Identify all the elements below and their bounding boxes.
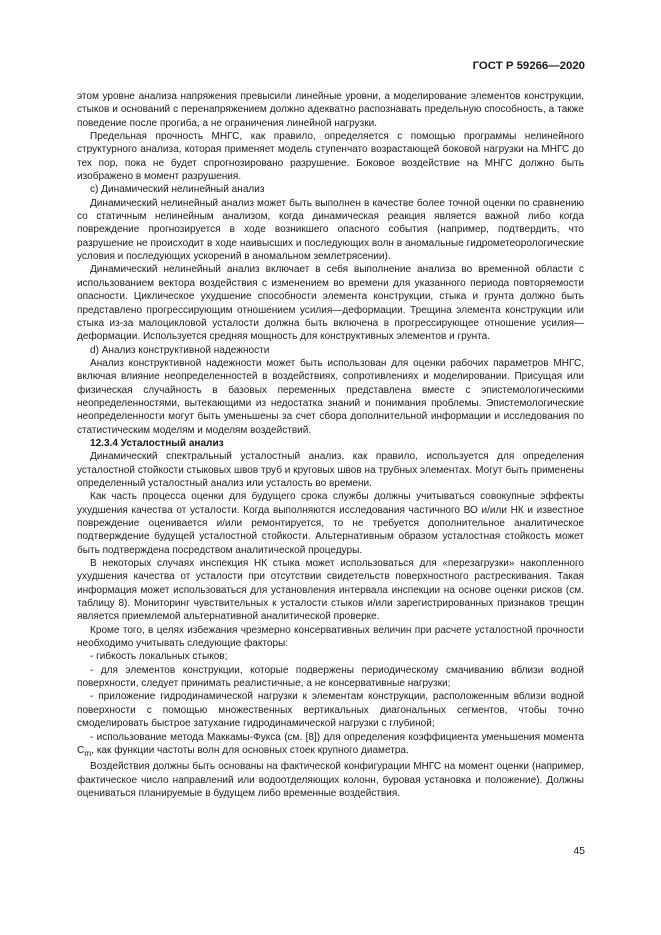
list-item bbox=[77, 731, 584, 761]
paragraph: Как часть процесса оценки для будущего срока службы должны учитываться совокупные эффекты ухудшения качества от усталости. Когда выполняются исследования частичного ВО и/или НК и известное повреждение оценивается и/или ремонтируется, то не требуется дополнительное аналитическое подтверждение будущей усталостной стойкости. Альтернативным образом усталостная стойкость может быть подтверждена посредством аналитической процедуры. bbox=[77, 491, 584, 556]
subscript: m bbox=[84, 747, 92, 758]
paragraph: В некоторых случаях инспекция НК стыка может использоваться для «перезагрузки» накопленного ухудшения качества от усталости при отсутствии свидетельств поверхностного растрескивания. Такая информация может использоваться для установления интервала инспекции на основе оценки рисков (см. таблицу 8). Мониторинг чувствительных к усталости стыков и/или зарегистрированных признаков трещин является приемлемой альтернативной аналитической проверке. bbox=[77, 558, 584, 623]
paragraph: Воздействия должны быть основаны на фактической конфигурации МНГС на момент оценки (например, фактическое число направлений или водоотделяющих колонн, буровая установка и положение). Должны оцениваться планируемые в будущем либо временные воздействия. bbox=[77, 761, 584, 799]
body-text bbox=[77, 90, 584, 800]
section-heading: 12.3.4 Усталостный анализ bbox=[90, 437, 224, 449]
list-item: - гибкость локальных стыков; bbox=[90, 651, 228, 663]
paragraph: Динамический спектральный усталостный анализ, как правило, используется для определения усталостной стойкости стыковых швов труб и круговых швов на трубных элементах. Могут быть применены определенный усталостный анализ или усталость во времени. bbox=[77, 451, 584, 489]
list-item-text: - использование метода Маккамы-Фукса (см. [8]) для определения коэффициента уменьшения момента C bbox=[77, 731, 584, 756]
paragraph: Предельная прочность МНГС, как правило, определяется с помощью программы нелинейного структурного анализа, которая применяет модель ступенчато возрастающей боковой нагрузки на МНГС до тех пор, пока не будет спрогнозировано разрушение. Боковое воздействие на МНГС должно быть изображено в момент разрушения. bbox=[77, 131, 584, 183]
list-item-heading: d) Анализ конструктивной надежности bbox=[90, 344, 270, 356]
paragraph: этом уровне анализа напряжения превысили линейные уровни, а моделирование элементов конструкции, стыков и оснований с перенапряжением должно адекватно распознавать предельную способность, а также поведение после прогиба, а не ограничения линейной нагрузки. bbox=[77, 91, 584, 129]
list-item-text-continued: , как функции частоты волн для основных стоек крупного диаметра. bbox=[91, 744, 409, 756]
paragraph: Кроме того, в целях избежания чрезмерно консервативных величин при расчете усталостной прочности необходимо учитывать следующие факторы: bbox=[77, 624, 584, 650]
list-item: - приложение гидродинамической нагрузки к элементам конструкции, расположенным вблизи водной поверхности с помощью множественных вертикальных диагональных сегментов, чтобы точно смоделировать быстрое затухание гидродинамической нагрузки с глубиной; bbox=[77, 691, 584, 730]
paragraph: Анализ конструктивной надежности может быть использован для оценки рабочих параметров МНГС, включая влияние неопределенностей в воздействиях, сопротивлениях и моделировании. Присущая или физическая случайность в базовых переменных представлена вместе с эпистемологическими неопределенностями, вытекающими из недостатка знаний и понимания проблемы. Эпистемологические неопределенности могут быть уменьшены за счет сбора дополнительной информации и исследования по статистическим моделям и моделям воздействий. bbox=[77, 357, 584, 436]
paragraph: Динамический нелинейный анализ включает в себя выполнение анализа во временной области с использованием вектора воздействия с изменением во времени для указанного периода повторяемости опасности. Циклическое ухудшение способности элемента конструкции, стыка и грунта должно быть представлено прогрессирующим отношением усилия—деформации. Трещина элемента конструкции или стыка из-за малоцикловой усталости должна быть включена в прогрессирующее отношение усилия—деформации. Используется средняя мощность для конструктивных элементов и грунта. bbox=[77, 264, 584, 343]
page-number: 45 bbox=[573, 845, 585, 857]
standard-code: ГОСТ Р 59266—2020 bbox=[472, 60, 585, 72]
list-item: - для элементов конструкции, которые подвержены периодическому смачиванию вблизи водной поверхности, следует принимать реалистичные, а не консервативные нагрузки; bbox=[77, 664, 584, 690]
list-item-heading: c) Динамический нелинейный анализ bbox=[90, 184, 265, 196]
paragraph: Динамический нелинейный анализ может быть выполнен в качестве более точной оценки по сравнению со статичным нелинейным анализом, когда динамическая реакция является важной либо когда повреждение прогнозируется в ходе возникшего опасного события (например, подтвердить, что разрушение не происходит в ходе наивысших и последующих волн в аномальные гидрометеорологические условия и последующих ускорений в аномальном землетрясении). bbox=[77, 197, 584, 263]
